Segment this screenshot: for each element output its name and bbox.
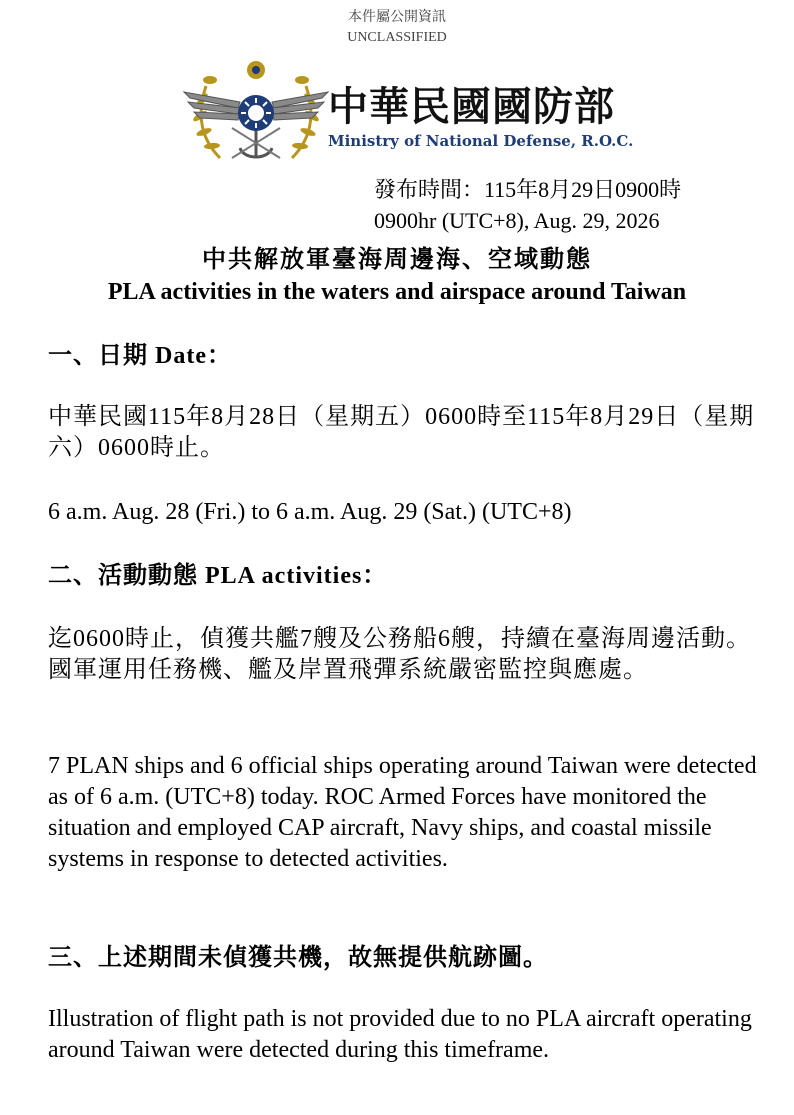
release-time-en: 0900hr (UTC+8), Aug. 29, 2026 — [374, 208, 660, 233]
section-activities-cn: 迄0600時止，偵獲共艦7艘及公務船6艘，持續在臺海周邊活動。國軍運用任務機、艦及岸置飛彈系統嚴密監控與應處。 — [48, 626, 751, 683]
document-title-en: PLA activities in the waters and airspace around Taiwan — [107, 279, 687, 305]
ministry-emblem-logo — [180, 58, 332, 166]
document-title-cn: 中共解放軍臺海周邊海、空域動態 — [202, 247, 592, 273]
classification-cn: 本件屬公開資訊 — [348, 10, 446, 25]
section-date-heading: 一、日期 Date： — [48, 343, 232, 369]
section-date-en: 6 a.m. Aug. 28 (Fri.) to 6 a.m. Aug. 29 (Sat.) (UTC+8) — [48, 499, 572, 525]
section-flight-path-heading: 三、上述期間未偵獲共機，故無提供航跡圖。 — [48, 945, 548, 971]
ministry-name-cn: 中華民國國防部 — [328, 83, 615, 130]
section-activities-heading: 二、活動動態 PLA activities： — [48, 563, 388, 589]
section-activities-en: 7 PLAN ships and 6 official ships operating around Taiwan were detected as of 6 a.m. (UTC+8) today. ROC Armed Forces have monitored the situation and employed CAP aircraft, Navy ships, and coastal missile systems in response to detected activities. — [48, 753, 757, 872]
release-time-cn: 發布時間：115年8月29日0900時 — [374, 177, 682, 202]
classification-en: UNCLASSIFIED — [347, 30, 447, 45]
section-flight-path-en: Illustration of flight path is not provided due to no PLA aircraft operating around Taiwan were detected during this timeframe. — [48, 1006, 752, 1063]
ministry-name-en: Ministry of National Defense, R.O.C. — [328, 132, 634, 150]
emblem-icon — [180, 58, 332, 166]
classification-marking — [0, 8, 794, 48]
section-date-cn: 中華民國115年8月28日（星期五）0600時至115年8月29日（星期六）0600時止。 — [48, 404, 755, 461]
